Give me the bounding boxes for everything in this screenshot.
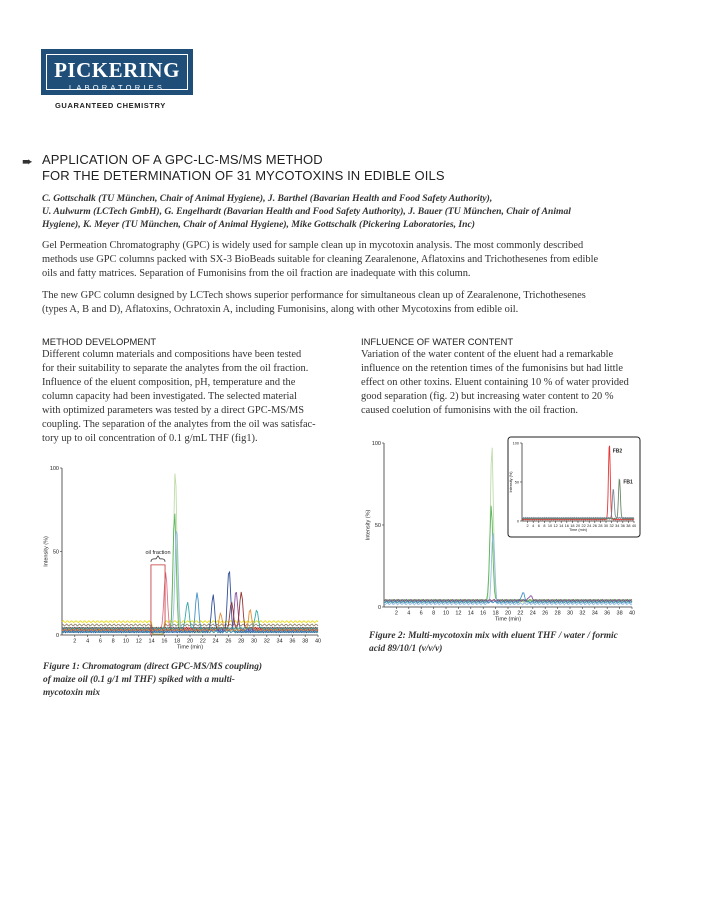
pickering-logo bbox=[41, 49, 193, 95]
x-tick-label: 24 bbox=[212, 638, 219, 645]
x-tick-label: 40 bbox=[628, 610, 636, 617]
fb1-label: FB1 bbox=[623, 479, 633, 486]
text-line: with optimized parameters was tested by a direct GPC-MS/MS bbox=[42, 405, 305, 416]
x-tick-label: 12 bbox=[553, 523, 558, 528]
x-tick-label: 30 bbox=[603, 523, 609, 528]
x-tick-label: 38 bbox=[626, 523, 631, 528]
x-axis-label: Time (min) bbox=[569, 527, 587, 532]
x-tick-label: 26 bbox=[592, 523, 597, 528]
x-tick-label: 36 bbox=[620, 523, 625, 528]
logo-wordmark: PICKERING bbox=[54, 58, 180, 82]
oil-fraction-label: oil fraction bbox=[145, 549, 171, 556]
x-tick-label: 14 bbox=[148, 638, 155, 645]
y-axis-label: Intensity (%) bbox=[365, 509, 372, 541]
x-tick-label: 32 bbox=[609, 523, 614, 528]
text-line: Influence of the eluent composition, pH, temperature and the bbox=[42, 377, 296, 388]
x-tick-label: 8 bbox=[543, 523, 546, 528]
caption-line: Figure 2: Multi-mycotoxin mix with eluent THF / water / formic bbox=[369, 631, 618, 641]
x-tick-label: 30 bbox=[566, 610, 574, 617]
x-tick-label: 14 bbox=[467, 610, 474, 617]
water-body bbox=[361, 348, 676, 418]
text-line: (types A, B and D), Aflatoxins, Ochratoxin A, including Fumonisins, along with other Mycotoxins from edible oil. bbox=[42, 304, 519, 315]
x-tick-label: 8 bbox=[111, 638, 115, 645]
authors bbox=[42, 192, 662, 231]
y-tick-label: 50 bbox=[514, 480, 519, 485]
x-tick-label: 38 bbox=[302, 638, 309, 645]
x-tick-label: 24 bbox=[529, 610, 536, 617]
caption-line: Figure 1: Chromatogram (direct GPC-MS/MS coupling) bbox=[43, 662, 263, 672]
x-tick-label: 30 bbox=[250, 638, 258, 645]
y-tick-label: 100 bbox=[512, 441, 519, 446]
title-line-2: FOR THE DETERMINATION OF 31 MYCOTOXINS IN EDIBLE OILS bbox=[42, 168, 445, 183]
y-tick-label: 0 bbox=[377, 604, 381, 611]
x-tick-label: 6 bbox=[537, 523, 540, 528]
text-line: Different column materials and compositions have been tested bbox=[42, 349, 302, 360]
series-line-trace-1 bbox=[62, 474, 318, 630]
x-tick-label: 28 bbox=[598, 523, 603, 528]
text-line: column capacity had been investigated. The selected material bbox=[42, 391, 297, 402]
intro-paragraph-2 bbox=[42, 289, 667, 317]
x-tick-label: 16 bbox=[480, 610, 487, 617]
x-tick-label: 10 bbox=[547, 523, 553, 528]
x-tick-label: 20 bbox=[575, 523, 581, 528]
x-tick-label: 2 bbox=[526, 523, 529, 528]
caption-line: of maize oil (0.1 g/1 ml THF) spiked with a multi- bbox=[43, 675, 235, 685]
x-tick-label: 18 bbox=[492, 610, 499, 617]
x-tick-label: 20 bbox=[504, 610, 512, 617]
x-tick-label: 34 bbox=[591, 610, 598, 617]
figure-1-caption bbox=[43, 661, 262, 700]
x-tick-label: 36 bbox=[604, 610, 611, 617]
x-tick-label: 18 bbox=[174, 638, 181, 645]
page-title bbox=[42, 152, 445, 184]
oil-fraction-marker bbox=[151, 565, 165, 635]
x-tick-label: 18 bbox=[570, 523, 575, 528]
x-tick-label: 36 bbox=[289, 638, 296, 645]
x-tick-label: 34 bbox=[276, 638, 283, 645]
x-tick-label: 34 bbox=[615, 523, 620, 528]
logo-subtitle: LABORATORIES bbox=[68, 83, 166, 92]
y-axis-label: Intensity (%) bbox=[43, 536, 50, 567]
series-line-trace-7 bbox=[62, 592, 318, 629]
text-line: caused coelution of fumonisins with the oil fraction. bbox=[361, 405, 579, 416]
intro-paragraph-1 bbox=[42, 239, 667, 281]
x-tick-label: 4 bbox=[86, 638, 90, 645]
x-tick-label: 32 bbox=[579, 610, 586, 617]
y-tick-label: 100 bbox=[371, 440, 381, 447]
method-heading: METHOD DEVELOPMENT bbox=[42, 336, 157, 347]
text-line: effect on other toxins. Eluent containing 10 % of water provided bbox=[361, 377, 629, 388]
x-tick-label: 12 bbox=[135, 638, 142, 645]
y-axis-label: Intensity (%) bbox=[509, 471, 514, 493]
arrow-right-icon: ➨ bbox=[22, 155, 33, 170]
authors-line-1: C. Gottschalk (TU München, Chair of Animal Hygiene), J. Barthel (Bavarian Health and Food Safety Authority), bbox=[42, 193, 493, 204]
x-tick-label: 32 bbox=[263, 638, 270, 645]
x-tick-label: 22 bbox=[581, 523, 586, 528]
x-tick-label: 26 bbox=[542, 610, 549, 617]
text-line: Variation of the water content of the eluent had a remarkable bbox=[361, 349, 614, 360]
x-tick-label: 24 bbox=[587, 523, 592, 528]
x-tick-label: 22 bbox=[199, 638, 206, 645]
y-tick-label: 50 bbox=[374, 522, 381, 529]
title-line-1: APPLICATION OF A GPC-LC-MS/MS METHOD bbox=[42, 152, 323, 167]
caption-line: mycotoxin mix bbox=[43, 688, 101, 698]
x-tick-label: 10 bbox=[442, 610, 450, 617]
x-tick-label: 40 bbox=[314, 638, 322, 645]
oil-fraction-brace bbox=[151, 556, 165, 562]
y-tick-label: 100 bbox=[49, 465, 59, 472]
x-tick-label: 6 bbox=[419, 610, 423, 617]
x-tick-label: 22 bbox=[517, 610, 524, 617]
logo-frame bbox=[46, 54, 188, 90]
x-tick-label: 38 bbox=[616, 610, 623, 617]
tagline: GUARANTEED CHEMISTRY bbox=[55, 101, 166, 110]
authors-line-2: U. Aulwurm (LCTech GmbH), G. Engelhardt (Bavarian Health and Food Safety Authority), J. Bauer (TU München, Chair of Animal bbox=[42, 206, 571, 217]
x-tick-label: 16 bbox=[161, 638, 168, 645]
series-line-trace-3 bbox=[384, 533, 632, 604]
text-line: The new GPC column designed by LCTech shows superior performance for simultaneous clean up of Zearalenone, Trichothesenes bbox=[42, 290, 586, 301]
x-tick-label: 26 bbox=[225, 638, 232, 645]
text-line: good separation (fig. 2) but increasing water content to 20 % bbox=[361, 391, 614, 402]
authors-line-3: Hygiene), K. Meyer (TU München, Chair of Animal Hygiene), Mike Gottschalk (Pickering Laboratories, Inc) bbox=[42, 219, 475, 230]
series-line-trace-8 bbox=[62, 593, 318, 633]
water-heading: INFLUENCE OF WATER CONTENT bbox=[361, 336, 514, 347]
text-line: oils and fatty matrices. Separation of Fumonisins from the oil fraction are inadequate with this column. bbox=[42, 268, 471, 279]
x-tick-label: 28 bbox=[554, 610, 561, 617]
text-line: Gel Permeation Chromatography (GPC) is widely used for sample clean up in mycotoxin analysis. The most commonly described bbox=[42, 240, 584, 251]
x-tick-label: 2 bbox=[73, 638, 77, 645]
text-line: methods use GPC columns packed with SX-3 BioBeads suitable for cleaning Zearalenone, Aflatoxins and Trichothesenes from edible bbox=[42, 254, 599, 265]
x-tick-label: 28 bbox=[238, 638, 245, 645]
y-tick-label: 0 bbox=[516, 519, 519, 524]
x-tick-label: 4 bbox=[407, 610, 411, 617]
figure-1-chromatogram bbox=[36, 460, 326, 660]
fb2-label: FB2 bbox=[612, 448, 623, 455]
x-axis-label: Time (min) bbox=[176, 644, 204, 651]
x-tick-label: 6 bbox=[98, 638, 102, 645]
figure-2-chromatogram bbox=[362, 433, 662, 629]
x-tick-label: 10 bbox=[122, 638, 130, 645]
y-tick-label: 50 bbox=[52, 549, 59, 556]
x-tick-label: 12 bbox=[455, 610, 462, 617]
x-tick-label: 16 bbox=[564, 523, 569, 528]
text-line: influence on the retention times of the fumonisins but had little bbox=[361, 363, 624, 374]
x-tick-label: 14 bbox=[559, 523, 564, 528]
x-tick-label: 8 bbox=[432, 610, 436, 617]
method-body bbox=[42, 348, 354, 446]
x-tick-label: 40 bbox=[631, 523, 637, 528]
figure-2-caption bbox=[369, 630, 618, 656]
series-line-trace-2 bbox=[62, 514, 318, 633]
y-tick-label: 0 bbox=[55, 632, 59, 639]
text-line: for their suitability to separate the analytes from the oil fraction. bbox=[42, 363, 309, 374]
series-line-trace-3 bbox=[62, 531, 318, 631]
x-tick-label: 2 bbox=[394, 610, 398, 617]
text-line: coupling. The separation of the analytes from the oil was satisfac- bbox=[42, 419, 316, 430]
x-tick-label: 4 bbox=[532, 523, 535, 528]
caption-line: acid 89/10/1 (v/v/v) bbox=[369, 644, 443, 654]
text-line: tory up to oil concentration of 0.1 g/mL THF (fig1). bbox=[42, 433, 258, 444]
x-tick-label: 20 bbox=[186, 638, 194, 645]
x-axis-label: Time (min) bbox=[494, 616, 522, 623]
